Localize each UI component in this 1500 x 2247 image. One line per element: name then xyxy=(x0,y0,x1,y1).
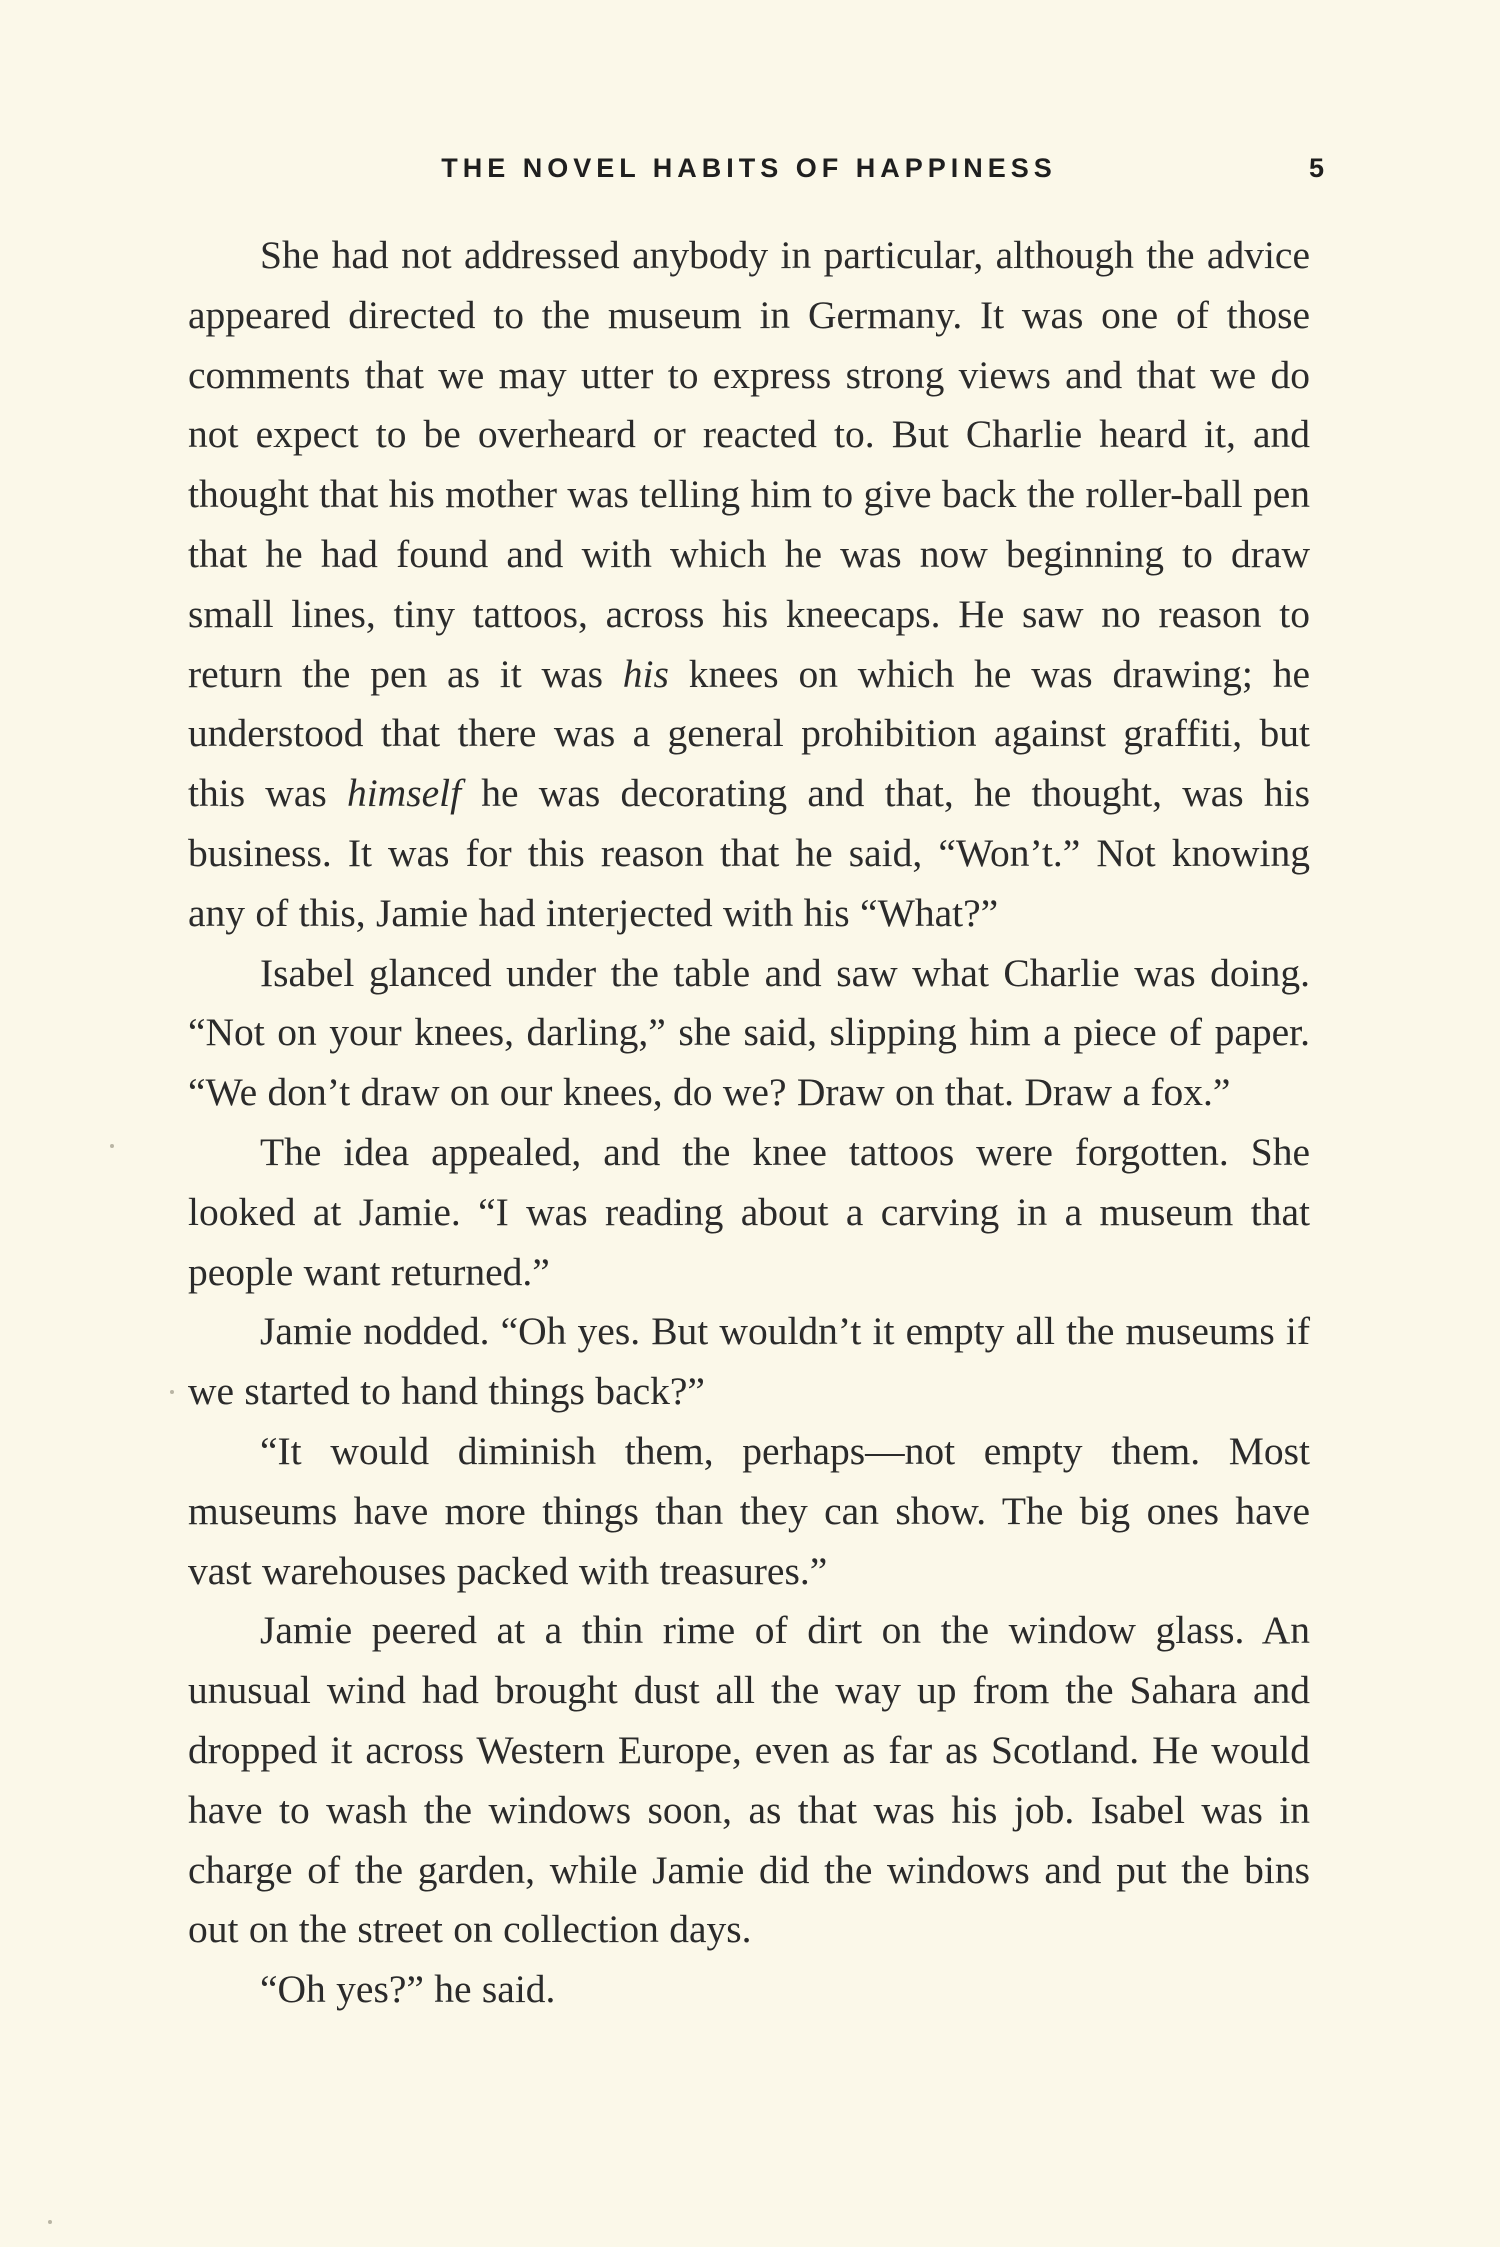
paper-speck xyxy=(110,1144,114,1148)
paragraph: “It would diminish them, perhaps—not empty them. Most museums have more things than they can show. The big ones have vast warehouses packed with treasures.” xyxy=(188,1428,1310,1593)
body-text xyxy=(188,226,1310,2020)
paper-speck xyxy=(48,2220,52,2224)
page-number: 5 xyxy=(1308,153,1324,183)
paragraph: “Oh yes?” he said. xyxy=(260,1967,556,2012)
italic-text: himself xyxy=(346,771,462,816)
paragraph: She had not addressed anybody in particular, although the advice appeared directed to the museum in Germany. It was one of those comments that we may utter to express strong views and that we do not expect to be overheard or reacted to. But Charlie heard it, and thought that his mother was telling him to give back the roller-ball pen that he had found and with which he was now beginning to draw small lines, tiny tattoos, across his kneecaps. He saw no reason to return the pen as it was his knees on which he was drawing; he understood that there was a general prohibition against graffiti, but this was himself he was decorating and that, he thought, was his business. It was for this reason that he said, “Won’t.” Not knowing any of this, Jamie had interjected with his “What?” xyxy=(188,233,1310,935)
running-title: THE NOVEL HABITS OF HAPPINESS xyxy=(441,153,1057,183)
italic-text: his xyxy=(622,651,669,696)
paper-speck xyxy=(170,1390,174,1394)
paragraph: Isabel glanced under the table and saw what Charlie was doing. “Not on your knees, darling,” she said, slipping him a piece of paper. “We don’t draw on our knees, do we? Draw on that. Draw a fox.” xyxy=(188,950,1310,1115)
paragraph: The idea appealed, and the knee tattoos were forgotten. She looked at Jamie. “I was reading about a carving in a museum that people want returned.” xyxy=(188,1129,1310,1294)
paragraph: Jamie nodded. “Oh yes. But wouldn’t it empty all the museums if we started to hand things back?” xyxy=(188,1309,1310,1414)
running-head xyxy=(188,148,1324,188)
paragraph: Jamie peered at a thin rime of dirt on the window glass. An unusual wind had brought dust all the way up from the Sahara and dropped it across Western Europe, even as far as Scotland. He would have to wash the windows soon, as that was his job. Isabel was in charge of the garden, while Jamie did the windows and put the bins out on the street on collection days. xyxy=(188,1608,1310,1952)
